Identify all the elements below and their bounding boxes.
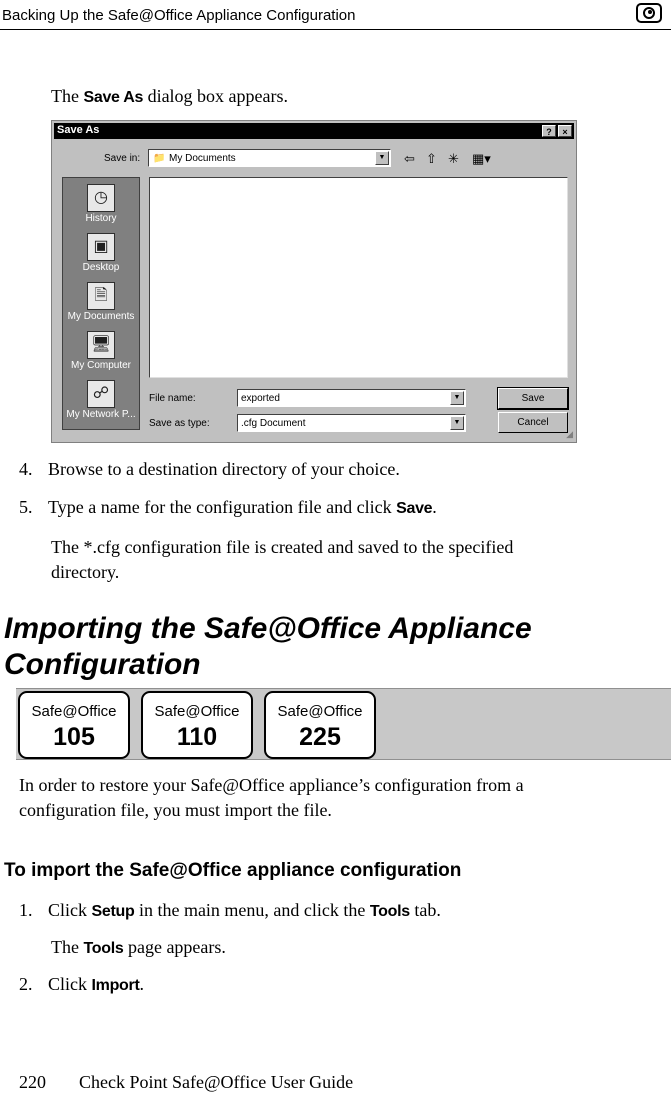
help-button[interactable]: ? — [542, 125, 556, 137]
procedure-step-2-num: 2. — [19, 974, 33, 994]
resize-grip-icon[interactable]: ◢ — [566, 429, 573, 439]
folder-icon: 📁 — [153, 153, 166, 164]
save-in-select[interactable]: 📁 My Documents ▼ — [148, 149, 391, 167]
save-in-label: Save in: — [104, 153, 141, 164]
cancel-button[interactable]: Cancel — [498, 412, 568, 433]
place-history[interactable]: ◷ History — [63, 184, 139, 224]
chevron-down-icon[interactable]: ▼ — [450, 416, 464, 430]
procedure-step-1-num: 1. — [19, 900, 33, 920]
running-header-title: Backing Up the Safe@Office Appliance Configuration — [2, 7, 356, 24]
step-4-text: Browse to a destination directory of your choice. — [48, 459, 400, 479]
network-icon: ☍ — [87, 380, 115, 408]
view-menu-icon[interactable]: ▦▾ — [472, 151, 491, 166]
dialog-titlebar — [54, 123, 574, 139]
step-4: 4. — [19, 459, 33, 479]
tools-label: Tools — [369, 903, 410, 920]
intro-paragraph: The Save As dialog box appears. — [51, 86, 289, 106]
places-bar — [62, 177, 140, 430]
save-button[interactable]: Save — [498, 388, 568, 409]
chapter-tab-icon — [636, 3, 662, 23]
save-as-type-label: Save as type: — [149, 418, 210, 429]
history-icon: ◷ — [87, 184, 115, 212]
new-folder-icon[interactable]: ✳ — [448, 151, 459, 166]
procedure-step-1: Click Setup in the main menu, and click the Tools tab. — [48, 900, 441, 920]
chevron-down-icon[interactable]: ▼ — [450, 391, 464, 405]
desktop-icon: ▣ — [87, 233, 115, 261]
procedure-step-1-result: The Tools page appears. — [51, 937, 226, 957]
result-line-1: The *.cfg configuration file is created and saved to the specified — [51, 537, 514, 557]
restore-line-2: configuration file, you must import the file. — [19, 800, 332, 820]
documents-icon: 🗎 — [87, 282, 115, 310]
file-name-label: File name: — [149, 393, 196, 404]
place-my-documents[interactable]: 🗎 My Documents — [63, 282, 139, 322]
save-label: Save — [396, 500, 433, 517]
computer-icon: 🖥 — [87, 331, 115, 359]
footer-title: Check Point Safe@Office User Guide — [79, 1072, 354, 1092]
product-badge: Safe@Office 110 — [141, 691, 253, 759]
file-name-input[interactable]: exported ▼ — [237, 389, 466, 407]
step-5-text: Type a name for the configuration file and click Save. — [48, 497, 437, 517]
save-as-type-select[interactable]: .cfg Document ▼ — [237, 414, 466, 432]
product-badge: Safe@Office 105 — [18, 691, 130, 759]
place-my-network[interactable]: ☍ My Network P... — [63, 380, 139, 420]
import-label: Import — [91, 977, 140, 994]
result-line-2: directory. — [51, 562, 120, 582]
up-folder-icon[interactable]: ⇧ — [426, 151, 437, 166]
place-my-computer[interactable]: 🖥 My Computer — [63, 331, 139, 371]
back-icon[interactable]: ⇦ — [404, 151, 415, 166]
tools-page-label: Tools — [83, 940, 124, 957]
header-divider — [0, 29, 671, 30]
dialog-title: Save As — [57, 124, 100, 136]
file-list[interactable] — [149, 177, 568, 378]
section-heading-line-2: Configuration — [4, 648, 201, 681]
step-5: 5. — [19, 497, 33, 517]
page-number: 220 — [19, 1072, 46, 1092]
chevron-down-icon[interactable]: ▼ — [375, 151, 389, 165]
close-button[interactable]: × — [558, 125, 572, 137]
product-applicability-bar — [16, 688, 671, 760]
save-as-label: Save As — [83, 89, 144, 106]
product-badge: Safe@Office 225 — [264, 691, 376, 759]
restore-line-1: In order to restore your Safe@Office appliance’s configuration from a — [19, 775, 524, 795]
save-as-dialog — [51, 120, 577, 443]
procedure-heading: To import the Safe@Office appliance configuration — [4, 860, 462, 881]
section-heading-line-1: Importing the Safe@Office Appliance — [4, 612, 532, 645]
place-desktop[interactable]: ▣ Desktop — [63, 233, 139, 273]
setup-label: Setup — [91, 903, 135, 920]
procedure-step-2: Click Import. — [48, 974, 144, 994]
